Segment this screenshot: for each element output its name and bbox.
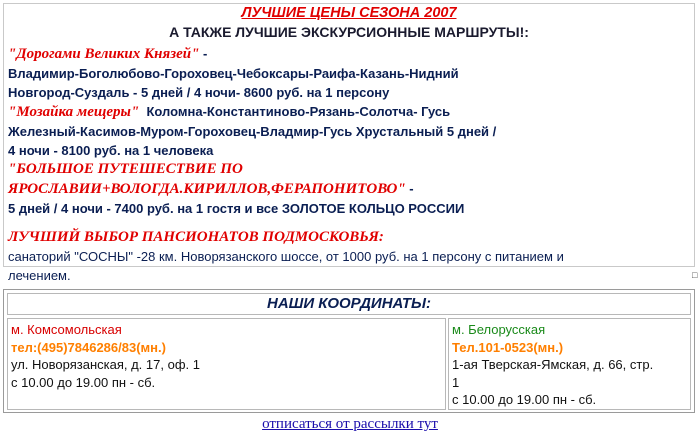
tour-1-name: "Дорогами Великих Князей" xyxy=(8,46,200,62)
tour-1-price: Новгород-Суздаль - 5 дней / 4 ночи- 8600 руб. на 1 персону xyxy=(8,85,390,100)
contacts-heading: НАШИ КООРДИНАТЫ: xyxy=(7,293,691,315)
office-hours: с 10.00 до 19.00 пн - сб. xyxy=(452,392,597,407)
boarding-text-1: санаторий "СОСНЫ" -28 км. Новорязанского шоссе, от 1000 руб. на 1 персону с питанием и xyxy=(8,249,564,264)
tour-2-price: 4 ночи - 8100 руб. на 1 человека xyxy=(8,143,214,158)
phone-number[interactable]: тел:(495)7846286/83(мн.) xyxy=(11,339,166,355)
phone-number[interactable]: Тел.101-0523(мн.) xyxy=(452,339,564,355)
office-hours: с 10.00 до 19.00 пн - сб. xyxy=(11,374,156,390)
tour-1-heading: "Дорогами Великих Князей" - xyxy=(8,46,208,62)
boarding-text-2: лечением. xyxy=(8,268,71,283)
promo-box xyxy=(3,3,695,283)
tour-3-price: 5 дней / 4 ночи - 7400 руб. на 1 гостя и все ЗОЛОТОЕ КОЛЬЦО РОССИИ xyxy=(8,201,465,216)
contacts-box xyxy=(3,289,695,413)
tour-3-name-line1: "БОЛЬШОЕ ПУТЕШЕСТВИЕ ПО xyxy=(8,161,243,177)
metro-station: м. Комсомольская xyxy=(11,322,122,337)
promo-title: ЛУЧШИЕ ЦЕНЫ СЕЗОНА 2007 xyxy=(241,5,457,21)
tour-2-heading: "Мозайка мещеры" Коломна-Константиново-Рязань-Солотча- Гусь xyxy=(8,104,451,120)
tour-1-route: Владимир-Боголюбово-Гороховец-Чебоксары-Раифа-Казань-Нидний xyxy=(8,66,459,81)
office-address-cont: 1 xyxy=(452,374,460,390)
tour-2-route: Железный-Касимов-Муром-Гороховец-Владмир-Гусь Хрустальный 5 дней / xyxy=(8,124,497,139)
tour-3-heading: ЯРОСЛАВИИ+ВОЛОГДА.КИРИЛЛОВ,ФЕРАПОНИТОВО" - xyxy=(8,181,414,197)
office-komsomolskaya xyxy=(7,318,446,410)
office-belorusskaya xyxy=(448,318,691,410)
tour-3-name-line2: ЯРОСЛАВИИ+ВОЛОГДА.КИРИЛЛОВ,ФЕРАПОНИТОВО" xyxy=(8,181,406,197)
corner-marker: □ xyxy=(692,270,698,280)
office-address: ул. Новорязанская, д. 17, оф. 1 xyxy=(11,357,200,372)
boarding-heading: ЛУЧШИЙ ВЫБОР ПАНСИОНАТОВ ПОДМОСКОВЬЯ: xyxy=(8,229,384,245)
metro-station: м. Белорусская xyxy=(452,322,546,337)
office-address: 1-ая Тверская-Ямская, д. 66, стр. xyxy=(452,357,654,372)
unsubscribe-link[interactable]: отписаться от рассылки тут xyxy=(262,416,438,432)
tour-2-name: "Мозайка мещеры" xyxy=(8,104,140,120)
promo-subtitle: А ТАКЖЕ ЛУЧШИЕ ЭКСКУРСИОННЫЕ МАРШРУТЫ!: xyxy=(169,24,529,40)
promo-body xyxy=(8,44,692,285)
